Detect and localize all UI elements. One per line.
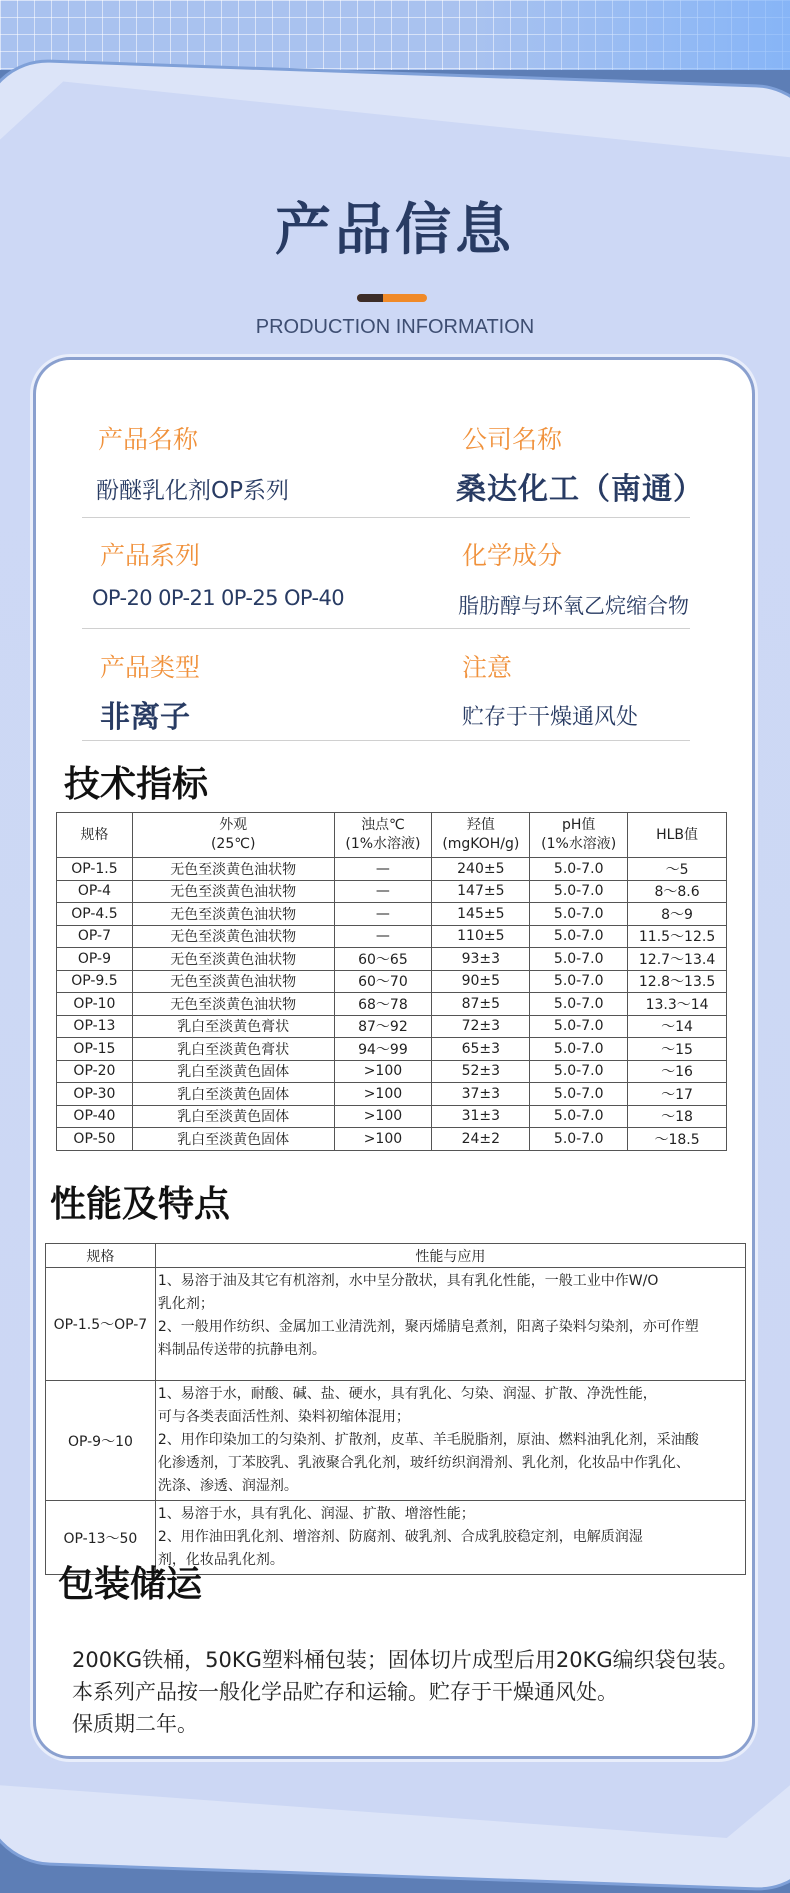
table-row [57, 948, 727, 971]
packaging-line: 保质期二年。 [72, 1712, 198, 1736]
composition-label: 化学成分 [462, 541, 563, 570]
table-cell: 乳白至淡黄色固体 [132, 1060, 334, 1083]
table-cell: OP-10 [57, 993, 133, 1016]
table-cell: 无色至淡黄色油状物 [132, 970, 334, 993]
table-cell: 72±3 [432, 1015, 530, 1038]
table-row [57, 1060, 727, 1083]
series-value: OP-20 0P-21 0P-25 OP-40 [92, 586, 345, 610]
features-desc-line: 可与各类表面活性剂、染料初缩体混用； [157, 1409, 410, 1425]
table-row [46, 1381, 746, 1501]
table-cell: 87～92 [334, 1015, 432, 1038]
table-cell: 乳白至淡黄色膏状 [132, 1038, 334, 1061]
composition-value: 脂肪醇与环氧乙烷缩合物 [458, 594, 689, 618]
features-desc-line: 2、用作印染加工的匀染剂、扩散剂，皮革、羊毛脱脂剂，原油、燃料油乳化剂，采油酸 [157, 1432, 699, 1448]
table-cell: 90±5 [432, 970, 530, 993]
table-row [57, 993, 727, 1016]
table-row [57, 1015, 727, 1038]
table-cell: 无色至淡黄色油状物 [132, 993, 334, 1016]
features-section-title: 性能及特点 [50, 1184, 231, 1225]
table-cell: 5.0-7.0 [530, 1083, 628, 1106]
table-cell: OP-20 [57, 1060, 133, 1083]
features-spec-cell: OP-1.5～OP-7 [46, 1268, 156, 1381]
table-cell: 68～78 [334, 993, 432, 1016]
notice-label: 注意 [462, 653, 513, 682]
company-value: 桑达化工（南通） [456, 472, 704, 507]
table-cell: ～14 [628, 1015, 727, 1038]
type-value: 非离子 [100, 700, 190, 735]
table-cell: OP-7 [57, 925, 133, 948]
packaging-line: 本系列产品按一般化学品贮存和运输。贮存于干燥通风处。 [72, 1680, 618, 1704]
company-label: 公司名称 [462, 425, 563, 454]
table-cell: 乳白至淡黄色固体 [132, 1128, 334, 1151]
table-cell: 93±3 [432, 948, 530, 971]
product-name-label: 产品名称 [98, 425, 199, 454]
table-row [57, 1128, 727, 1151]
table-cell: 5.0-7.0 [530, 925, 628, 948]
table-cell: 12.8～13.5 [628, 970, 727, 993]
table-cell: 12.7～13.4 [628, 948, 727, 971]
notice-value: 贮存于干燥通风处 [462, 705, 639, 730]
table-cell: OP-4.5 [57, 903, 133, 926]
table-cell: >100 [334, 1128, 432, 1151]
info-separator-3 [82, 740, 690, 741]
table-cell: 8～9 [628, 903, 727, 926]
features-desc-line: 1、易溶于水，具有乳化、润湿、扩散、增溶性能； [157, 1506, 475, 1522]
table-cell: 5.0-7.0 [530, 948, 628, 971]
table-cell: ～17 [628, 1083, 727, 1106]
table-cell: 65±3 [432, 1038, 530, 1061]
table-cell: OP-15 [57, 1038, 133, 1061]
features-header-cell: 性能与应用 [155, 1244, 745, 1268]
features-desc-line: 料制品传送带的抗静电剂。 [157, 1342, 326, 1358]
table-cell: 乳白至淡黄色固体 [132, 1105, 334, 1128]
title-accent-bar-dark [357, 294, 383, 302]
packaging-line: 200KG铁桶，50KG塑料桶包装；固体切片成型后用20KG编织袋包装。 [72, 1648, 739, 1672]
table-row [57, 903, 727, 926]
table-cell: 147±5 [432, 880, 530, 903]
table-cell: 无色至淡黄色油状物 [132, 858, 334, 881]
features-header-cell: 规格 [46, 1244, 156, 1268]
table-cell: — [334, 880, 432, 903]
table-cell: OP-9.5 [57, 970, 133, 993]
table-row [57, 1038, 727, 1061]
table-cell: 5.0-7.0 [530, 970, 628, 993]
tech-header-cell: 外观 (25℃) [132, 813, 334, 858]
table-cell: — [334, 903, 432, 926]
table-cell: 60～65 [334, 948, 432, 971]
table-cell: 5.0-7.0 [530, 993, 628, 1016]
features-desc-cell [155, 1381, 745, 1501]
table-row [57, 880, 727, 903]
tech-header-cell: 羟值 (mgKOH/g) [432, 813, 530, 858]
table-row [57, 925, 727, 948]
type-label: 产品类型 [100, 653, 201, 682]
table-cell: 31±3 [432, 1105, 530, 1128]
features-desc-line: 乳化剂； [157, 1296, 214, 1312]
tech-header-cell: HLB值 [628, 813, 727, 858]
table-cell: 87±5 [432, 993, 530, 1016]
features-desc-line: 化渗透剂，丁苯胶乳、乳液聚合乳化剂，玻纤纺织润滑剂、乳化剂，化妆品中作乳化、 [157, 1455, 690, 1471]
header-glow [470, 0, 790, 70]
features-desc-cell [155, 1501, 745, 1575]
table-cell: OP-1.5 [57, 858, 133, 881]
table-row [57, 858, 727, 881]
features-desc-line: 1、易溶于水，耐酸、碱、盐、硬水，具有乳化、匀染、润湿、扩散、净洗性能， [157, 1386, 657, 1402]
table-cell: 5.0-7.0 [530, 880, 628, 903]
features-desc-line: 1、易溶于油及其它有机溶剂，水中呈分散状，具有乳化性能，一般工业中作W/O [157, 1273, 659, 1289]
series-label: 产品系列 [100, 541, 201, 570]
table-cell: 8～8.6 [628, 880, 727, 903]
table-cell: 11.5～12.5 [628, 925, 727, 948]
table-row [57, 1083, 727, 1106]
table-cell: 5.0-7.0 [530, 1015, 628, 1038]
table-cell: >100 [334, 1060, 432, 1083]
table-cell: ～18.5 [628, 1128, 727, 1151]
table-cell: OP-40 [57, 1105, 133, 1128]
page-subtitle: PRODUCTION INFORMATION [255, 316, 535, 338]
tech-header-cell: pH值 (1%水溶液) [530, 813, 628, 858]
table-cell: 5.0-7.0 [530, 1128, 628, 1151]
table-cell: 13.3～14 [628, 993, 727, 1016]
table-cell: 110±5 [432, 925, 530, 948]
table-cell: 94～99 [334, 1038, 432, 1061]
table-cell: OP-13 [57, 1015, 133, 1038]
table-cell: 60～70 [334, 970, 432, 993]
features-table [45, 1243, 746, 1575]
table-cell: 无色至淡黄色油状物 [132, 903, 334, 926]
table-cell: 乳白至淡黄色固体 [132, 1083, 334, 1106]
features-desc-line: 洗涤、渗透、润湿剂。 [157, 1478, 298, 1494]
table-cell: OP-9 [57, 948, 133, 971]
table-cell: 无色至淡黄色油状物 [132, 948, 334, 971]
table-cell: ～5 [628, 858, 727, 881]
table-row [57, 1105, 727, 1128]
table-cell: ～18 [628, 1105, 727, 1128]
table-cell: 乳白至淡黄色膏状 [132, 1015, 334, 1038]
table-cell: — [334, 925, 432, 948]
table-cell: 无色至淡黄色油状物 [132, 925, 334, 948]
features-desc-line: 剂，化妆品乳化剂。 [157, 1552, 284, 1568]
page-title: 产品信息 [275, 198, 515, 263]
table-cell: 5.0-7.0 [530, 1105, 628, 1128]
features-desc-cell [155, 1268, 745, 1381]
table-cell: 52±3 [432, 1060, 530, 1083]
features-spec-cell: OP-9～10 [46, 1381, 156, 1501]
table-cell: 24±2 [432, 1128, 530, 1151]
table-cell: — [334, 858, 432, 881]
table-cell: ～16 [628, 1060, 727, 1083]
table-cell: OP-30 [57, 1083, 133, 1106]
table-cell: 145±5 [432, 903, 530, 926]
features-header-row [46, 1244, 746, 1268]
features-spec-cell: OP-13～50 [46, 1501, 156, 1575]
table-cell: OP-4 [57, 880, 133, 903]
features-desc-line: 2、用作油田乳化剂、增溶剂、防腐剂、破乳剂、合成乳胶稳定剂，电解质润湿 [157, 1529, 643, 1545]
info-separator-2 [82, 628, 690, 629]
tech-spec-table [56, 812, 727, 1151]
tech-header-cell: 浊点℃ (1%水溶液) [334, 813, 432, 858]
table-cell: >100 [334, 1105, 432, 1128]
table-cell: >100 [334, 1083, 432, 1106]
table-cell: 5.0-7.0 [530, 858, 628, 881]
table-cell: 240±5 [432, 858, 530, 881]
tech-header-cell: 规格 [57, 813, 133, 858]
table-cell: 无色至淡黄色油状物 [132, 880, 334, 903]
product-name-value: 酚醚乳化剂OP系列 [96, 478, 289, 504]
info-separator-1 [82, 517, 690, 518]
features-desc-line: 2、一般用作纺织、金属加工业清洗剂，聚丙烯腈皂煮剂，阳离子染料匀染剂，亦可作塑 [157, 1319, 699, 1335]
table-cell: OP-50 [57, 1128, 133, 1151]
table-cell: ～15 [628, 1038, 727, 1061]
table-cell: 37±3 [432, 1083, 530, 1106]
table-cell: 5.0-7.0 [530, 1038, 628, 1061]
table-row [46, 1268, 746, 1381]
table-row [57, 970, 727, 993]
table-cell: 5.0-7.0 [530, 903, 628, 926]
tech-header-row [57, 813, 727, 858]
table-cell: 5.0-7.0 [530, 1060, 628, 1083]
tech-section-title: 技术指标 [64, 764, 209, 805]
packaging-section-title: 包装储运 [58, 1564, 203, 1605]
